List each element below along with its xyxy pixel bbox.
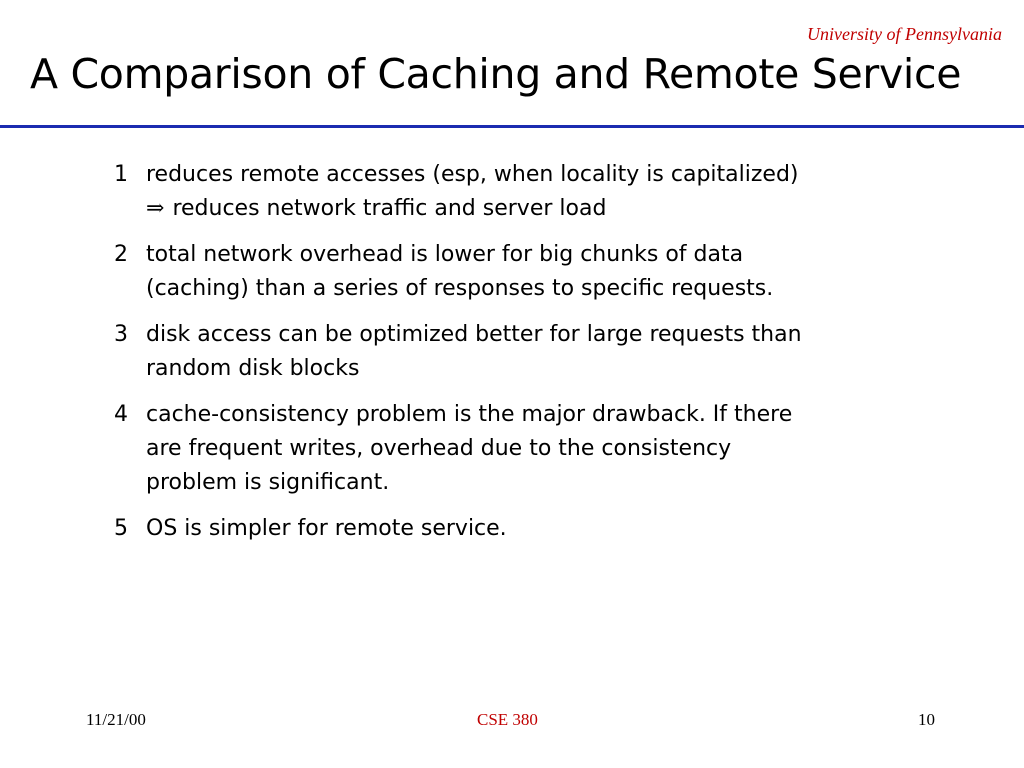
institution-label: University of Pennsylvania [807,24,1002,44]
list-item [110,238,990,306]
item-line: disk access can be optimized better for large requests than [146,322,802,347]
footer-page-number: 10 [918,710,935,729]
item-line: OS is simpler for remote service. [146,516,507,541]
item-text [146,512,990,546]
list-item [110,158,990,226]
item-arrow-text: reduces network traffic and server load [172,196,607,221]
item-line: problem is significant. [146,470,390,495]
list-item [110,512,990,546]
item-number: 4 [114,402,128,427]
footer-date: 11/21/00 [86,710,146,729]
list-item [110,318,990,386]
item-text [146,318,990,386]
list-item [110,398,990,500]
item-line: (caching) than a series of responses to specific requests. [146,276,774,301]
item-line: reduces remote accesses (esp, when locality is capitalized) [146,162,799,187]
implies-arrow-icon: ⇒ [146,196,165,221]
item-number: 1 [114,162,128,187]
footer-course: CSE 380 [477,710,538,729]
title-divider [0,125,1024,128]
item-text [146,398,990,500]
slide-title: A Comparison of Caching and Remote Service [30,50,962,98]
item-text [146,238,990,306]
item-text [146,158,990,226]
item-number: 2 [114,242,128,267]
item-number: 5 [114,516,128,541]
item-line: are frequent writes, overhead due to the consistency [146,436,732,461]
item-line: random disk blocks [146,356,360,381]
item-number: 3 [114,322,128,347]
item-line: cache-consistency problem is the major drawback. If there [146,402,793,427]
comparison-list [110,158,990,558]
item-line [146,192,990,226]
item-line: total network overhead is lower for big chunks of data [146,242,744,267]
